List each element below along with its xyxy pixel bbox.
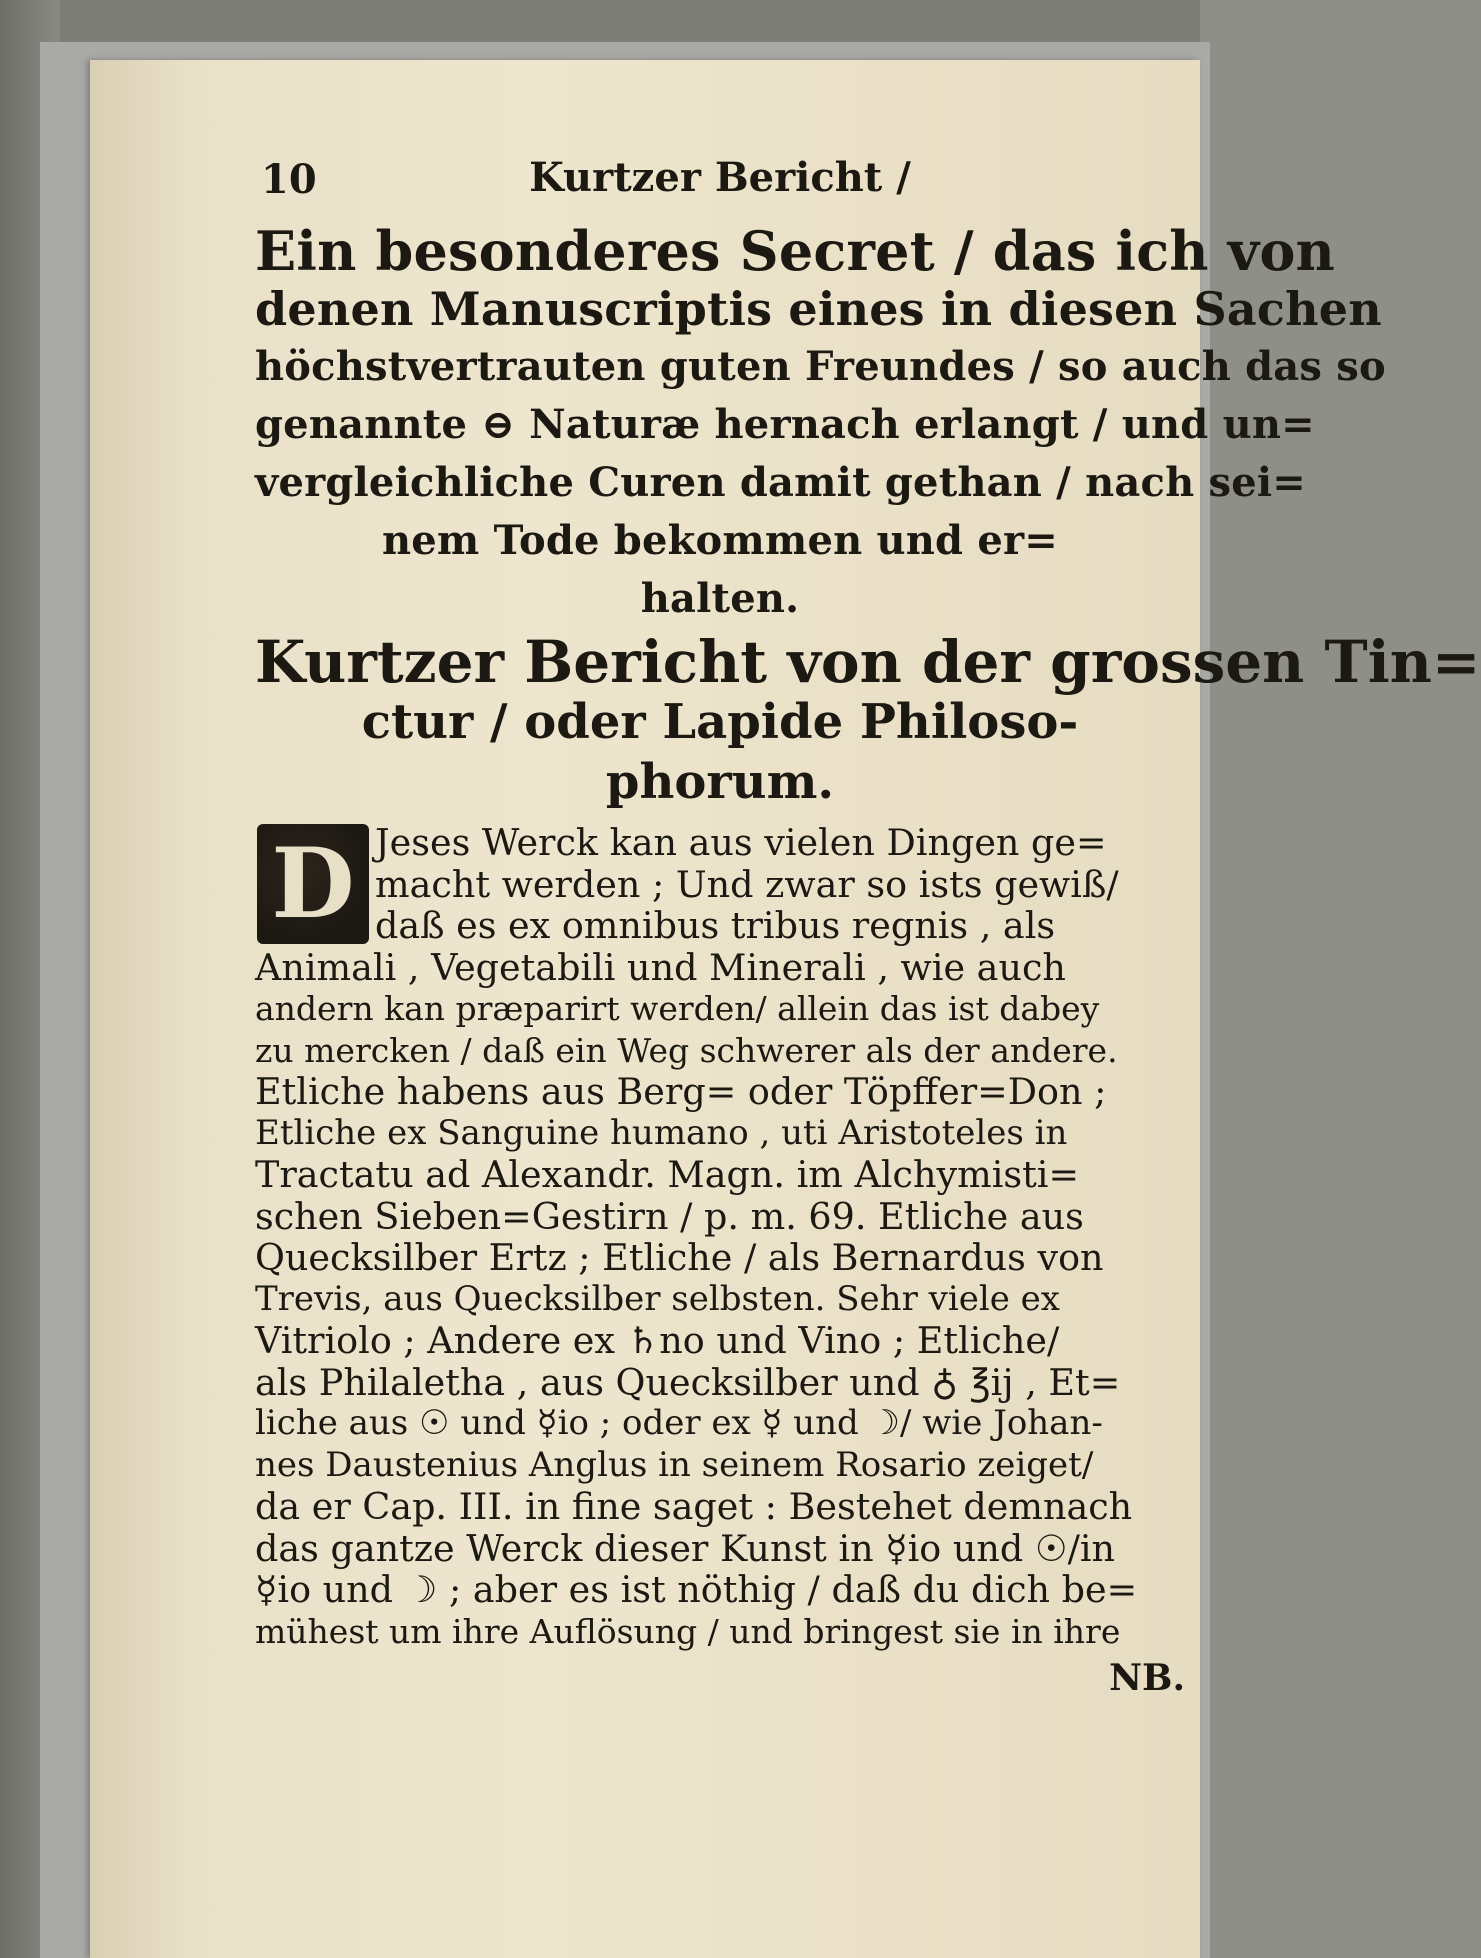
body-line: mühest um ihre Auflösung / und bringest sie in ihre xyxy=(255,1611,1121,1651)
running-head: Kurtzer Bericht / xyxy=(529,154,911,201)
text-block xyxy=(255,150,1481,1700)
body-line: Etliche ex Sanguine humano , uti Aristoteles in xyxy=(255,1112,1068,1153)
background-top xyxy=(0,0,1200,45)
title-line: ctur / oder Lapide Philoso- xyxy=(361,694,1079,750)
dropcap-initial: D xyxy=(257,824,369,944)
body-line: Animali , Vegetabili und Minerali , wie auch xyxy=(255,945,1066,989)
heading-line: Ein besonderes Secret / das ich von xyxy=(255,219,1336,283)
catchword: NB. xyxy=(1109,1657,1185,1699)
heading-line: halten. xyxy=(640,575,800,622)
heading-line: nem Tode bekommen und er= xyxy=(382,517,1058,564)
title-line: Kurtzer Bericht von der grossen Tin= xyxy=(255,628,1481,696)
body-line: Vitriolo ; Andere ex ♄no und Vino ; Etliche/ xyxy=(255,1319,1060,1362)
body-line: das gantze Werck dieser Kunst in ☿io und ☉/in xyxy=(255,1526,1116,1570)
body-line: liche aus ☉ und ☿io ; oder ex ☿ und ☽/ wie Johan- xyxy=(255,1403,1103,1443)
body-line: Quecksilber Ertz ; Etliche / als Bernardus von xyxy=(255,1236,1104,1279)
title-line: phorum. xyxy=(605,754,835,810)
body-line: andern kan præparirt werden/ allein das ist dabey xyxy=(255,989,1100,1028)
heading-line: vergleichliche Curen damit gethan / nach sei= xyxy=(255,459,1306,506)
body-line: ☿io und ☽ ; aber es ist nöthig / daß du dich be= xyxy=(255,1568,1138,1611)
body-line: Etliche habens aus Berg= oder Töpffer=Don ; xyxy=(255,1070,1107,1113)
page-number: 10 xyxy=(261,156,317,203)
heading-line: genannte ⊖ Naturæ hernach erlangt / und un= xyxy=(255,401,1315,448)
body-line: da er Cap. III. in fine saget : Bestehet demnach xyxy=(255,1485,1133,1528)
heading-line: denen Manuscriptis eines in diesen Sachen xyxy=(255,282,1382,336)
body-line: zu mercken / daß ein Weg schwerer als der andere. xyxy=(255,1030,1118,1070)
body-line: Trevis, aus Quecksilber selbsten. Sehr viele ex xyxy=(255,1278,1060,1319)
body-line: als Philaletha , aus Quecksilber und ♁ ℥ij , Et= xyxy=(255,1360,1121,1404)
body-line: schen Sieben=Gestirn / p. m. 69. Etliche aus xyxy=(255,1194,1084,1238)
chapter-title xyxy=(255,628,1481,812)
body-line: daß es ex omnibus tribus regnis , als xyxy=(375,904,1056,947)
body-line: Tractatu ad Alexandr. Magn. im Alchymisti= xyxy=(255,1153,1080,1196)
section-heading xyxy=(255,219,1386,628)
body-text xyxy=(255,822,1185,1700)
body-line: nes Daustenius Anglus in seinem Rosario zeiget/ xyxy=(255,1444,1094,1485)
heading-line: höchstvertrauten guten Freundes / so auch das so xyxy=(255,343,1386,390)
body-line: Jeses Werck kan aus vielen Dingen ge= xyxy=(375,821,1107,864)
page-gutter xyxy=(90,60,185,1958)
body-line: macht werden ; Und zwar so ists gewiß/ xyxy=(375,862,1119,906)
page-header xyxy=(255,150,1185,222)
